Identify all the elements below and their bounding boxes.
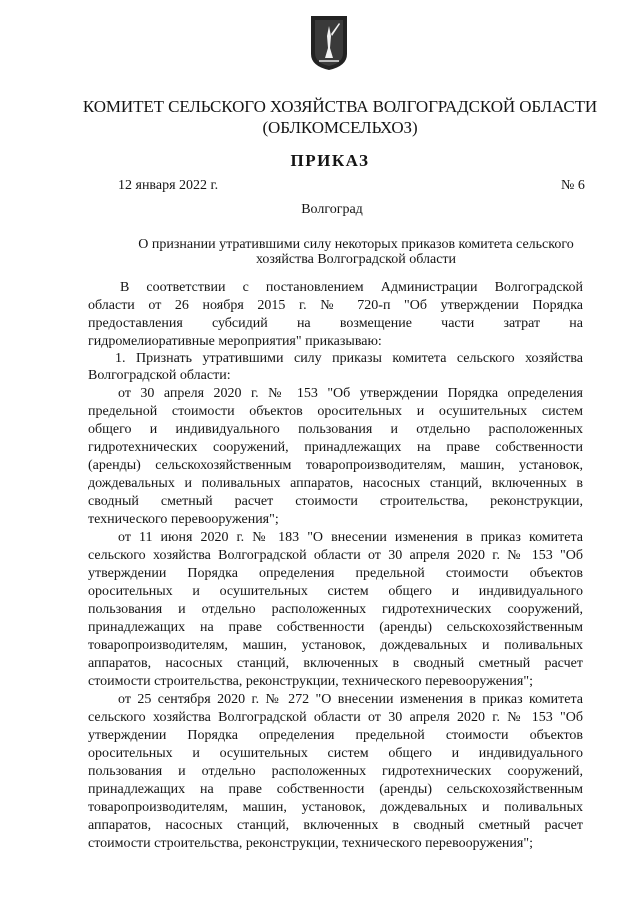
subject-line: хозяйства Волгоградской области — [255, 252, 457, 267]
body-line: (аренды) сельскохозяйственным товаропроизводителям, машин, установок, — [88, 458, 583, 473]
body-line: гидромелиоративные мероприятия" приказываю: — [88, 334, 382, 349]
body-line: аппаратов, насосных станций, включенных в сводный сметный расчет — [88, 656, 583, 671]
body-line: технического перевооружения"; — [88, 512, 279, 527]
body-line: предоставления субсидий на возмещение части затрат на — [88, 316, 583, 331]
document-number: № 6 — [561, 178, 585, 193]
document-subject — [96, 237, 616, 267]
body-line: сводный сметный расчет стоимости строительства, реконструкции, — [88, 494, 583, 509]
body-line: пользования и отдельно расположенных гидротехнических сооружений, — [88, 602, 583, 617]
body-line: стоимости строительства, реконструкции, технического перевооружения"; — [88, 674, 533, 689]
body-line: от 25 сентября 2020 г. № 272 "О внесении изменения в приказ комитета — [118, 692, 583, 707]
body-line: общего и индивидуального пользования и отдельно расположенных — [88, 422, 583, 437]
body-line: сельского хозяйства Волгоградской области от 30 апреля 2020 г. № 153 "Об — [88, 710, 583, 725]
volgograd-emblem-icon — [309, 14, 349, 72]
body-line: предельной стоимости объектов оросительных и осушительных систем — [88, 404, 583, 419]
subject-line: О признании утратившими силу некоторых приказов комитета сельского — [138, 237, 574, 252]
document-title: ПРИКАЗ — [290, 151, 370, 170]
body-line: сельского хозяйства Волгоградской области от 30 апреля 2020 г. № 153 "Об — [88, 548, 583, 563]
document-date: 12 января 2022 г. — [118, 178, 219, 193]
body-line: В соответствии с постановлением Администрации Волгоградской — [120, 280, 583, 295]
body-line: Волгоградской области: — [88, 368, 231, 383]
body-line: оросительных и осушительных систем общего и индивидуального — [88, 746, 583, 761]
body-line: от 11 июня 2020 г. № 183 "О внесении изменения в приказ комитета — [118, 530, 583, 545]
body-line: гидротехнических сооружений, принадлежащих на праве собственности — [88, 440, 583, 455]
body-line: товаропроизводителям, машин, установок, дождевальных и поливальных — [88, 638, 583, 653]
body-line: оросительных и осушительных систем общего и индивидуального — [88, 584, 583, 599]
body-line: принадлежащих на праве собственности (аренды) сельскохозяйственным — [88, 620, 583, 635]
body-line: области от 26 ноября 2015 г. № 720-п "Об утверждении Порядка — [88, 298, 583, 313]
body-line: стоимости строительства, реконструкции, технического перевооружения"; — [88, 836, 533, 851]
body-line: товаропроизводителям, машин, установок, дождевальных и поливальных — [88, 800, 583, 815]
body-line: дождевальных и поливальных аппаратов, насосных станций, включенных в — [88, 476, 583, 491]
body-line: утверждении Порядка определения предельной стоимости объектов — [88, 728, 583, 743]
body-line: принадлежащих на праве собственности (аренды) сельскохозяйственным — [88, 782, 583, 797]
body-line: пользования и отдельно расположенных гидротехнических сооружений, — [88, 764, 583, 779]
body-line: 1. Признать утратившими силу приказы комитета сельского хозяйства — [115, 351, 583, 366]
body-line: от 30 апреля 2020 г. № 153 "Об утверждении Порядка определения — [118, 386, 583, 401]
organization-name: КОМИТЕТ СЕЛЬСКОГО ХОЗЯЙСТВА ВОЛГОГРАДСКОЙ ОБЛАСТИ — [82, 97, 598, 116]
document-city: Волгоград — [301, 202, 363, 217]
body-line: утверждении Порядка определения предельной стоимости объектов — [88, 566, 583, 581]
body-line: аппаратов, насосных станций, включенных в сводный сметный расчет — [88, 818, 583, 833]
organization-abbreviation: (ОБЛКОМСЕЛЬХОЗ) — [262, 118, 418, 137]
